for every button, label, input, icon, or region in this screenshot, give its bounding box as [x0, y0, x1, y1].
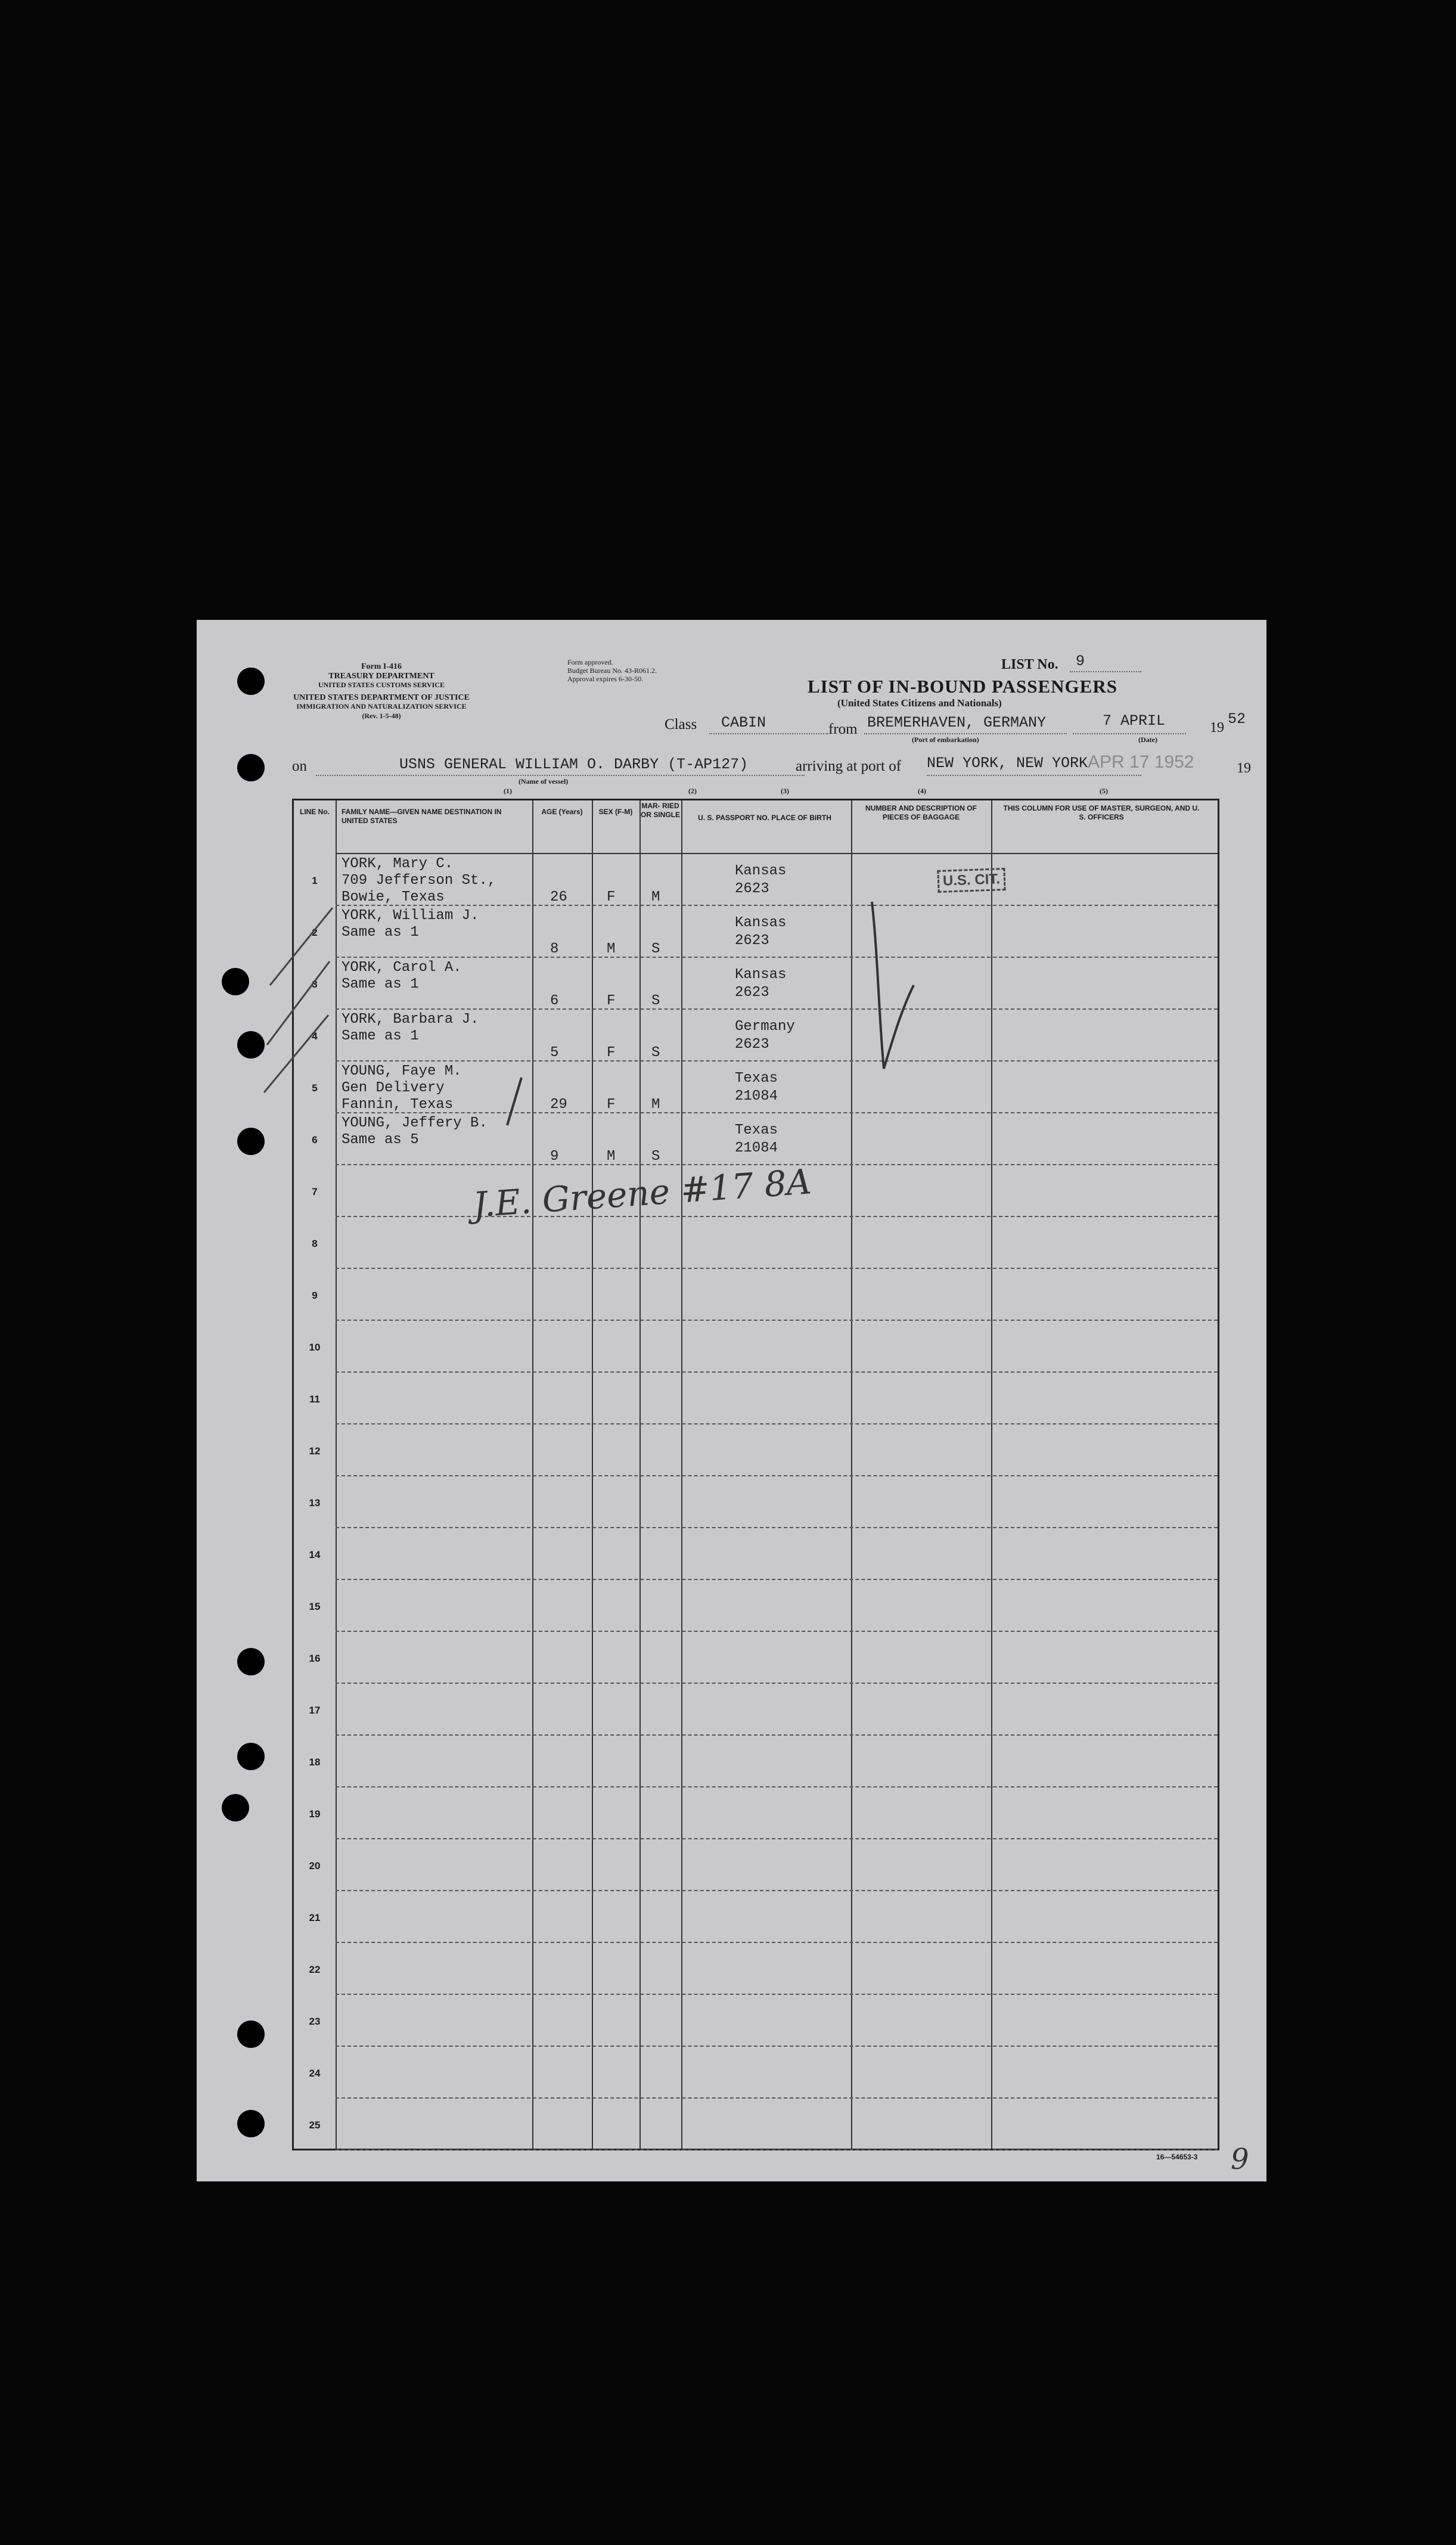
- passenger-passport-no: 2623: [735, 881, 769, 897]
- embarkation-date: 7 APRIL: [1103, 712, 1166, 730]
- line-number: 16: [309, 1653, 321, 1664]
- column-number-5: (5): [1100, 787, 1108, 795]
- on-label: on: [292, 758, 307, 774]
- row-divider: [336, 2097, 1218, 2099]
- passenger-passport-no: 21084: [735, 1088, 778, 1104]
- line-number: 7: [312, 1186, 318, 1197]
- line-number: 23: [309, 2016, 321, 2027]
- footer-code: 16—54653-3: [1156, 2153, 1198, 2161]
- arriving-label: arriving at port of: [796, 758, 902, 774]
- header-age: AGE (Years): [541, 808, 583, 816]
- line-number: 9: [312, 1290, 318, 1301]
- row-divider: [336, 1371, 1218, 1373]
- passenger-age: 6: [550, 993, 559, 1009]
- passenger-birthplace: Kansas: [735, 863, 787, 879]
- passenger-name: YORK, Carol A.: [342, 960, 462, 976]
- slash-mark-icon: [502, 1075, 526, 1128]
- passenger-age: 26: [550, 889, 567, 905]
- binder-hole: [237, 2021, 265, 2048]
- passenger-passport-no: 21084: [735, 1140, 778, 1156]
- passenger-address-1: Same as 5: [342, 1132, 419, 1148]
- passenger-age: 5: [550, 1045, 559, 1061]
- row-divider: [336, 1268, 1218, 1269]
- arrival-port: NEW YORK, NEW YORK: [927, 755, 1088, 772]
- column-number-1: (1): [504, 787, 512, 795]
- line-number: 20: [309, 1860, 321, 1871]
- immigration-service: IMMIGRATION AND NATURALIZATION SERVICE: [296, 702, 467, 710]
- line-number: 13: [309, 1497, 321, 1509]
- passenger-passport-no: 2623: [735, 1036, 769, 1053]
- row-divider: [336, 1008, 1218, 1010]
- row-divider: [336, 1423, 1218, 1424]
- passenger-name: YORK, Barbara J.: [342, 1011, 479, 1028]
- passenger-age: 9: [550, 1149, 559, 1165]
- binder-hole: [237, 668, 265, 695]
- header-sex: SEX (F-M): [598, 808, 633, 816]
- binder-hole: [237, 1743, 265, 1770]
- row-divider: [336, 1683, 1218, 1684]
- passenger-passport-no: 2623: [735, 933, 769, 949]
- binder-hole: [237, 1648, 265, 1675]
- passenger-address-1: Same as 1: [342, 976, 419, 992]
- row-divider: [336, 1060, 1218, 1062]
- passenger-marital-status: S: [651, 1045, 660, 1061]
- passenger-sex: F: [607, 1097, 616, 1113]
- row-divider: [336, 1631, 1218, 1632]
- customs-service: UNITED STATES CUSTOMS SERVICE: [318, 681, 445, 689]
- list-label: LIST No.: [1001, 657, 1058, 672]
- header-name: FAMILY NAME—GIVEN NAME DESTINATION IN UNITED STATES: [342, 808, 502, 825]
- passenger-address-1: Same as 1: [342, 924, 419, 941]
- from-label: from: [828, 721, 858, 737]
- revision: (Rev. 1-5-48): [362, 712, 401, 720]
- binder-hole: [222, 968, 249, 995]
- year-prefix: 19: [1210, 720, 1224, 735]
- row-divider: [336, 905, 1218, 906]
- budget-bureau: Budget Bureau No. 43-R061.2.: [567, 666, 657, 675]
- line-number: 25: [309, 2119, 321, 2131]
- row-divider: [336, 1838, 1218, 1839]
- header-passport: U. S. PASSPORT NO. PLACE OF BIRTH: [698, 814, 831, 822]
- row-divider: [336, 957, 1218, 958]
- line-number: 24: [309, 2068, 321, 2079]
- approval-expires: Approval expires 6-30-50.: [567, 675, 643, 683]
- header-line-no: LINE No.: [300, 808, 330, 816]
- passenger-birthplace: Texas: [735, 1070, 778, 1087]
- binder-hole: [237, 754, 265, 781]
- row-divider: [336, 1734, 1218, 1736]
- line-number: 5: [312, 1082, 318, 1094]
- port-of-embarkation: BREMERHAVEN, GERMANY: [867, 714, 1047, 731]
- form-subtitle: (United States Citizens and Nationals): [837, 697, 1002, 709]
- passenger-age: 8: [550, 941, 559, 957]
- footer-page-mark: 9: [1231, 2143, 1249, 2176]
- line-number: 12: [309, 1445, 321, 1457]
- line-number: 2: [312, 927, 318, 938]
- line-number: 22: [309, 1964, 321, 1975]
- passenger-sex: M: [607, 941, 616, 957]
- department-treasury: TREASURY DEPARTMENT: [328, 672, 434, 681]
- vessel-name: USNS GENERAL WILLIAM O. DARBY (T-AP127): [399, 756, 749, 773]
- line-number: 21: [309, 1912, 321, 1923]
- line-number: 14: [309, 1549, 321, 1560]
- line-number: 10: [309, 1342, 321, 1353]
- date-label: (Date): [1138, 735, 1157, 744]
- form-title: LIST OF IN-BOUND PASSENGERS: [808, 676, 1117, 697]
- column-number-3: (3): [781, 787, 789, 795]
- passenger-address-2: Fannin, Texas: [342, 1097, 454, 1113]
- check-mark-icon: [866, 890, 920, 1081]
- passenger-marital-status: M: [651, 1097, 660, 1113]
- header-married: MAR- RIED OR SINGLE: [640, 802, 680, 819]
- passenger-address-1: Gen Delivery: [342, 1080, 445, 1096]
- line-number: 6: [312, 1134, 318, 1146]
- row-divider: [336, 1890, 1218, 1891]
- line-number: 11: [309, 1393, 320, 1405]
- passenger-birthplace: Germany: [735, 1019, 795, 1035]
- binder-hole: [237, 2110, 265, 2137]
- column-number-2: (2): [688, 787, 697, 795]
- row-divider: [336, 1994, 1218, 1995]
- passenger-marital-status: S: [651, 993, 660, 1009]
- line-number: 3: [312, 979, 318, 990]
- row-divider: [336, 1786, 1218, 1787]
- list-number: 9: [1076, 653, 1085, 670]
- margin-marks-icon: [258, 890, 342, 1247]
- department-justice: UNITED STATES DEPARTMENT OF JUSTICE: [293, 693, 470, 702]
- passenger-sex: F: [607, 993, 616, 1009]
- passenger-name: YORK, William J.: [342, 908, 479, 924]
- passenger-address-1: Same as 1: [342, 1028, 419, 1044]
- line-number: 17: [309, 1705, 321, 1716]
- passenger-name: YOUNG, Jeffery B.: [342, 1115, 488, 1131]
- form-sheet: [197, 620, 1266, 2181]
- passenger-marital-status: S: [651, 1149, 660, 1165]
- passenger-sex: F: [607, 1045, 616, 1061]
- row-divider: [336, 1320, 1218, 1321]
- line-number: 8: [312, 1238, 318, 1249]
- passenger-marital-status: S: [651, 941, 660, 957]
- binder-hole: [222, 1794, 249, 1821]
- line-number: 19: [309, 1808, 321, 1820]
- passenger-birthplace: Kansas: [735, 915, 787, 931]
- line-number: 15: [309, 1601, 321, 1612]
- line-number: 4: [312, 1031, 318, 1042]
- passenger-name: YOUNG, Faye M.: [342, 1063, 462, 1079]
- row-divider: [336, 2046, 1218, 2047]
- passenger-birthplace: Kansas: [735, 967, 787, 983]
- handwritten-note: J.E. Greene #17 8A: [471, 1161, 813, 1225]
- passenger-address-1: 709 Jefferson St.,: [342, 873, 496, 889]
- row-divider: [336, 1527, 1218, 1528]
- port-embarkation-label: (Port of embarkation): [912, 735, 979, 744]
- passenger-name: YORK, Mary C.: [342, 856, 454, 872]
- header-baggage: NUMBER AND DESCRIPTION OF PIECES OF BAGGAGE: [865, 804, 977, 821]
- header-officers: THIS COLUMN FOR USE OF MASTER, SURGEON, AND U. S. OFFICERS: [1003, 804, 1200, 821]
- line-number: 18: [309, 1756, 321, 1768]
- passenger-address-2: Bowie, Texas: [342, 889, 445, 905]
- column-number-4: (4): [918, 787, 926, 795]
- passenger-sex: M: [607, 1149, 616, 1165]
- passenger-age: 29: [550, 1097, 567, 1113]
- row-divider: [336, 1475, 1218, 1476]
- passenger-birthplace: Texas: [735, 1122, 778, 1138]
- vessel-label: (Name of vessel): [519, 777, 569, 786]
- passenger-marital-status: M: [651, 889, 660, 905]
- line-number: 1: [312, 875, 318, 886]
- passenger-table: [292, 799, 1219, 2150]
- row-divider: [336, 1216, 1218, 1217]
- citizen-stamp: U.S. CIT.: [937, 868, 1005, 893]
- arrival-date-stamp: APR 17 1952: [1088, 752, 1194, 772]
- form-number: Form I-416: [361, 662, 402, 671]
- arrival-year-prefix: 19: [1237, 761, 1251, 776]
- form-approved: Form approved.: [567, 658, 613, 666]
- row-divider: [336, 1112, 1218, 1113]
- class-label: Class: [665, 716, 697, 733]
- year-value: 52: [1228, 710, 1246, 728]
- passenger-passport-no: 2623: [735, 985, 769, 1001]
- passenger-sex: F: [607, 889, 616, 905]
- row-divider: [336, 2149, 1218, 2150]
- row-divider: [336, 1579, 1218, 1580]
- row-divider: [336, 1942, 1218, 1943]
- class-value: CABIN: [721, 714, 766, 731]
